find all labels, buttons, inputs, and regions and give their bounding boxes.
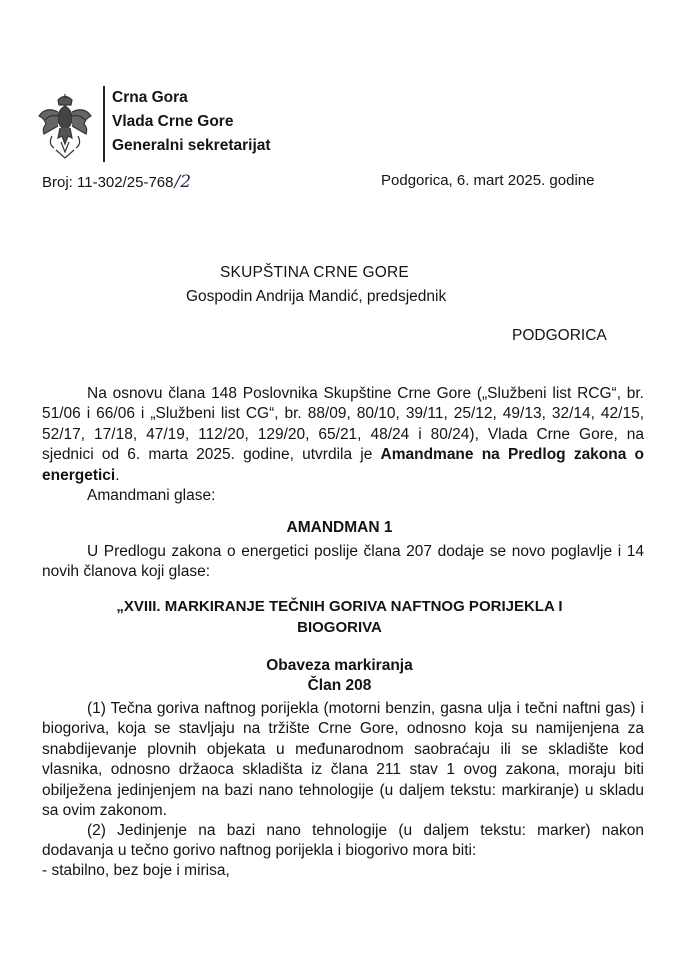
coat-of-arms-icon [36,92,94,164]
org-country: Crna Gora [112,89,188,106]
recipient-institution: SKUPŠTINA CRNE GORE [220,264,409,281]
header-divider [103,86,105,162]
intro-bold-title: Amandmane na Predlog zakona o energetici [42,446,644,484]
chapter-title-line1: „XVIII. MARKIRANJE TEČNIH GORIVA NAFTNOG PORIJEKLA I [116,598,563,615]
intro-paragraph: Na osnovu člana 148 Poslovnika Skupštine Crne Gore („Službeni list RCG“, br. 51/06 i 66/06 i „Službeni list CG“, br. 88/09, 80/10, 39/11, 25/12, 49/13, 32/14, 42/15, 52/17, 17/18, 47/19, 112/20, 129/20, 65/21, 48/24 i 80/24), Vlada Crne Gore, na sjednici od 6. marta 2025. godine, utvrdila je Amandmane na Predlog zakona o energetici. [42,385,644,484]
list-item: - stabilno, bez boje i mirisa, [42,862,230,879]
org-government: Vlada Crne Gore [112,113,234,130]
amendments-read: Amandmani glase: [87,487,216,504]
amendment-text: U Predlogu zakona o energetici poslije člana 207 dodaje se novo poglavlje i 14 novih članova koji glase: [42,543,644,581]
paragraph-2: (2) Jedinjenje na bazi nano tehnologije (u daljem tekstu: marker) nakon dodavanja u tečno gorivo naftnog porijekla i biogorivo mora biti: [42,822,644,860]
reference-number [42,172,191,192]
article-title: Član 208 [307,677,372,694]
org-secretariat: Generalni sekretarijat [112,137,271,154]
recipient-city: PODGORICA [512,327,607,344]
place-date: Podgorica, 6. mart 2025. godine [381,172,595,189]
reference-number-printed: Broj: 11-302/25-768 [42,174,174,191]
recipient-person: Gospodin Andrija Mandić, predsjednik [186,288,447,305]
reference-number-handwritten: /2 [174,172,192,192]
paragraph-1: (1) Tečna goriva naftnog porijekla (motorni benzin, gasna ulja i tečni naftni gas) i biogoriva, koja se stavljaju na tržište Crne Gore, odnosno koja su namijenjena za snabdijevanje plovnih objekata u međunarodnom saobraćaju ili se skladište kod vlasnika, odnosno držaoca skladišta iz člana 211 stav 1 ovog zakona, moraju biti obilježena jedinjenjem na bazi nano tehnologije (u daljem tekstu: markiranje) u skladu sa ovim zakonom. [42,700,644,820]
amendment-title: AMANDMAN 1 [286,519,393,536]
section-title: Obaveza markiranja [266,657,413,674]
chapter-title-line2: BIOGORIVA [297,619,382,636]
organization-block [112,86,271,158]
